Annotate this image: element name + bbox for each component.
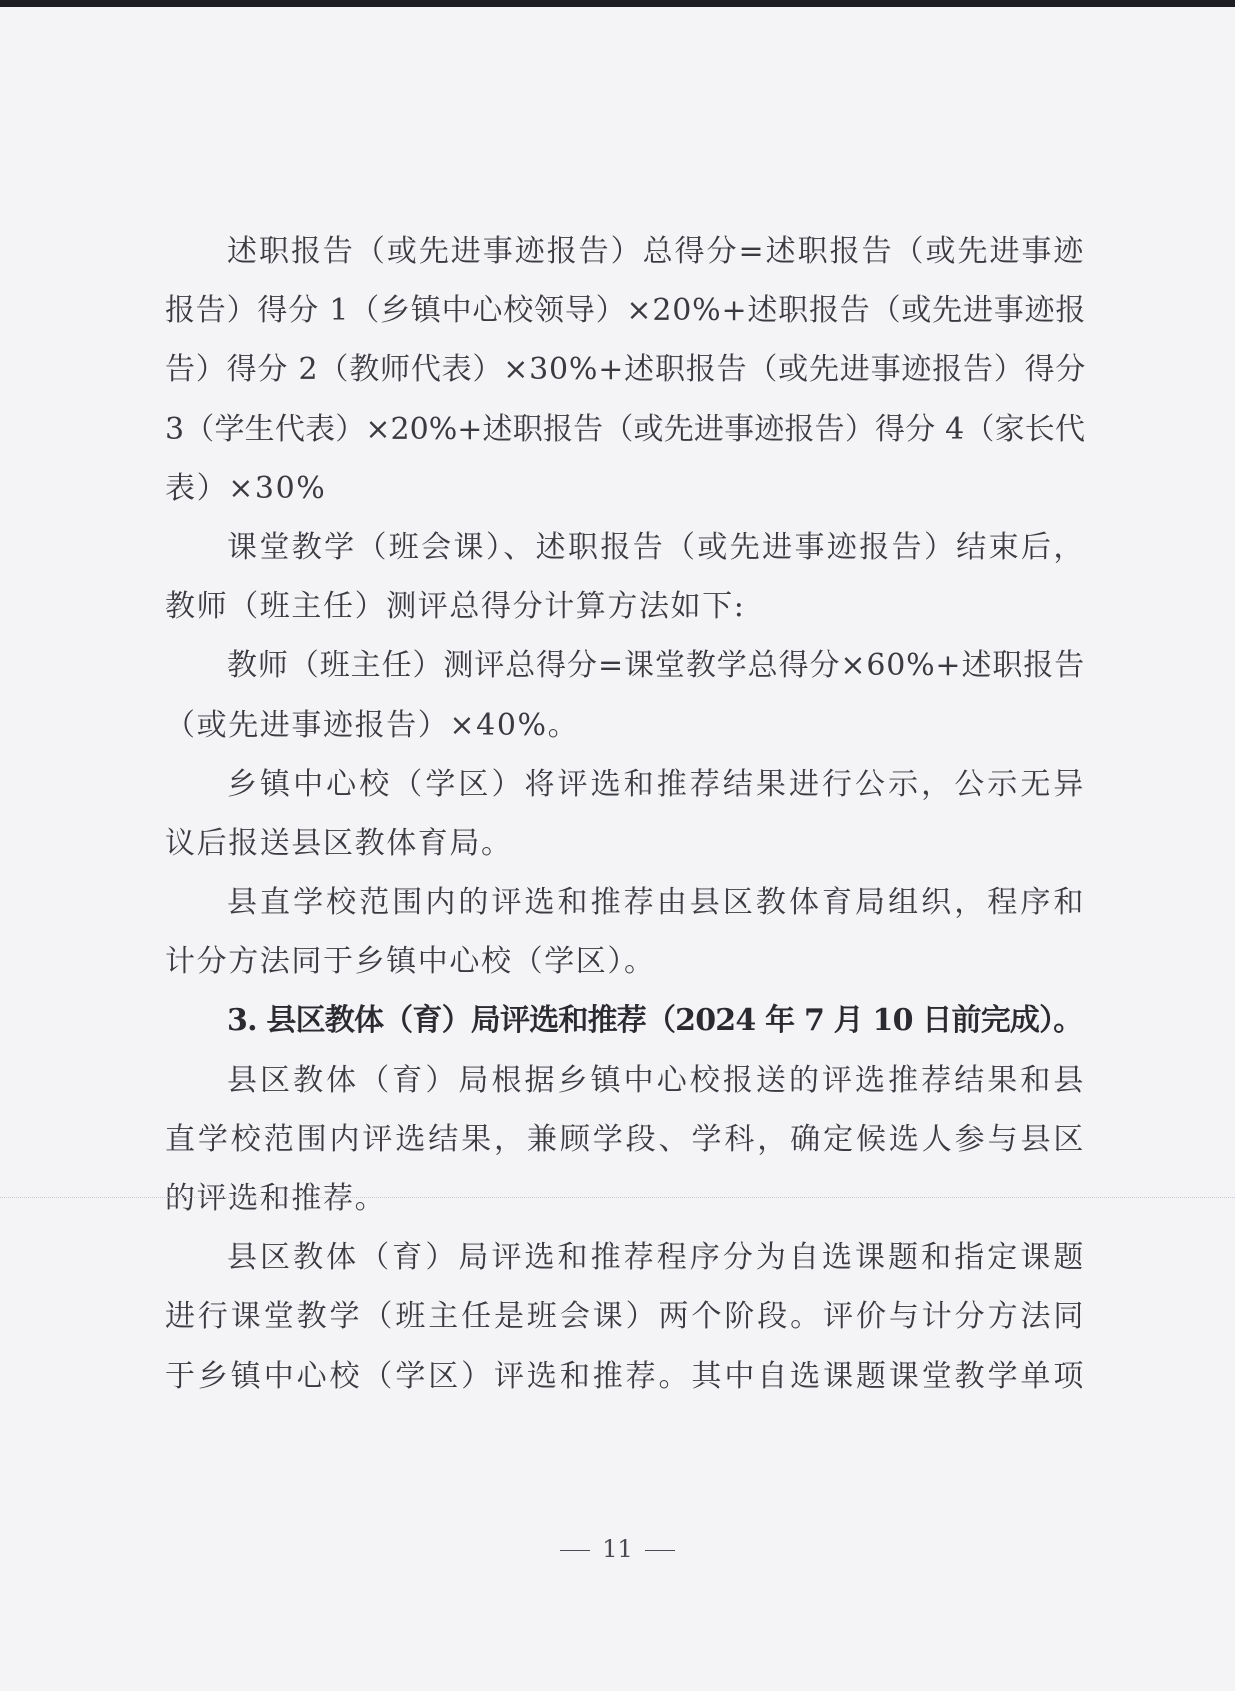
- text-line-6: 课堂教学（班会课）、述职报告（或先进事迹报告）结束后，: [227, 529, 1085, 565]
- text-line-10: 乡镇中心校（学区）将评选和推荐结果进行公示，公示无异: [227, 766, 1085, 802]
- text-line-13: 计分方法同于乡镇中心校（学区）。: [165, 944, 656, 980]
- text-line-16: 直学校范围内评选结果，兼顾学段、学科，确定候选人参与县区: [165, 1121, 1085, 1157]
- document-body: [165, 222, 1085, 1406]
- page-footer: [0, 1535, 1235, 1563]
- text-line-2: 报告）得分 1（乡镇中心校领导）×20%+述职报告（或先进事迹报: [165, 293, 1087, 329]
- text-line-19: 进行课堂教学（班主任是班会课）两个阶段。评价与计分方法同: [165, 1299, 1085, 1335]
- text-line-11: 议后报送县区教体育局。: [165, 825, 513, 861]
- text-line-3: 告）得分 2（教师代表）×30%+述职报告（或先进事迹报告）得分: [165, 352, 1087, 388]
- text-line-7: 教师（班主任）测评总得分计算方法如下:: [165, 589, 746, 625]
- text-line-8: 教师（班主任）测评总得分=课堂教学总得分×60%+述职报告: [227, 648, 1085, 684]
- text-line-18: 县区教体（育）局评选和推荐程序分为自选课题和指定课题: [227, 1240, 1085, 1276]
- text-line-5: 表）×30%: [165, 470, 327, 506]
- text-line-17: 的评选和推荐。: [165, 1181, 387, 1216]
- scan-artifact-line: [0, 1197, 1235, 1199]
- text-line-20: 于乡镇中心校（学区）评选和推荐。其中自选课题课堂教学单项: [165, 1358, 1085, 1394]
- dash-left: [560, 1550, 590, 1551]
- text-line-12: 县直学校范围内的评选和推荐由县区教体育局组织，程序和: [227, 885, 1085, 921]
- text-line-9: （或先进事迹报告）×40%。: [165, 707, 580, 743]
- text-line-15: 县区教体（育）局根据乡镇中心校报送的评选推荐结果和县: [227, 1062, 1085, 1098]
- section-heading-3: 3. 县区教体（育）局评选和推荐（2024 年 7 月 10 日前完成）。: [227, 1003, 1083, 1039]
- text-line-4: 3（学生代表）×20%+述职报告（或先进事迹报告）得分 4（家长代: [165, 411, 1085, 447]
- page-number: 11: [602, 1535, 633, 1563]
- text-line-1: 述职报告（或先进事迹报告）总得分=述职报告（或先进事迹: [227, 234, 1085, 269]
- dash-right: [645, 1550, 675, 1551]
- scan-top-edge: [0, 0, 1235, 7]
